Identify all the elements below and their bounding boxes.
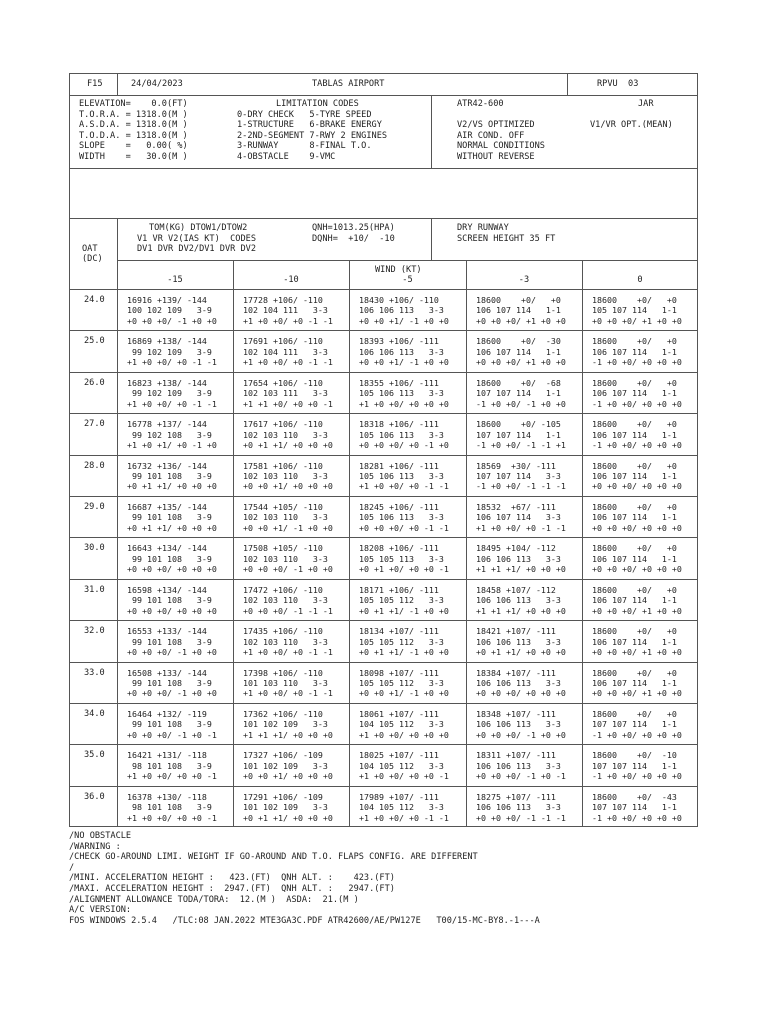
table-cell-line: +0 +0 +0/ +1 +0 +0 <box>476 315 566 326</box>
row-divider <box>69 455 698 456</box>
table-cell-line: 16378 +130/ -118 <box>127 791 207 802</box>
table-cell-line: 16421 +131/ -118 <box>127 750 207 761</box>
table-cell-line: -1 +0 +0/ -1 -1 +1 <box>476 440 566 450</box>
footer-line: A/C VERSION: <box>69 905 132 916</box>
table-cell-line: 106 106 113 3-3 <box>476 553 561 564</box>
table-cell-line: +1 +0 +0/ +0 -1 -1 <box>359 812 449 823</box>
table-cell-line: +1 +0 +0/ +0 -1 -1 <box>476 522 566 533</box>
table-cell-line: 18281 +106/ -111 <box>359 460 439 471</box>
table-cell-line: +0 +0 +0/ +1 +0 +0 <box>592 647 682 657</box>
limitation-code-line: 1-STRUCTURE 6-BRAKE ENERGY <box>237 120 382 130</box>
table-cell-line: 106 107 114 1-1 <box>592 346 677 357</box>
limitation-code-line: 0-DRY CHECK 5-TYRE SPEED <box>237 109 372 120</box>
table-cell-line: +0 +0 +0/ -1 +0 +0 <box>476 729 566 740</box>
table-cell-line: 106 107 114 3-3 <box>476 512 561 523</box>
wind-label: WIND (KT) <box>375 265 422 275</box>
table-cell-line: 17544 +105/ -110 <box>243 502 323 512</box>
table-cell-line: +0 +0 +0/ -1 +0 -1 <box>476 771 566 782</box>
legend-line: DV1 DVR DV2/DV1 DVR DV2 <box>137 244 256 254</box>
table-cell-line: +0 +0 +1/ +0 +0 +0 <box>243 771 333 782</box>
table-cell-line: +0 +0 +1/ -1 +0 +0 <box>359 357 449 368</box>
table-cell-line: 101 103 110 3-3 <box>243 678 328 688</box>
row-divider <box>69 537 698 538</box>
table-cell-line: +0 +0 +0/ +0 +0 +0 <box>592 522 682 533</box>
limitation-codes-title: LIMITATION CODES <box>276 99 359 109</box>
table-cell-line: 17472 +106/ -110 <box>243 584 323 595</box>
table-cell-line: 104 105 112 3-3 <box>359 802 444 813</box>
table-cell-line: +1 +0 +0/ +0 +0 +0 <box>359 729 449 740</box>
aircraft-type: ATR42-600 <box>457 99 504 109</box>
table-cell-line: +0 +0 +0/ +1 +0 +0 <box>476 357 566 368</box>
table-cell-line: +1 +0 +0/ +0 +0 -1 <box>127 771 217 782</box>
table-cell-line: 17398 +106/ -110 <box>243 667 323 678</box>
table-cell-line: 98 101 108 3-9 <box>127 760 212 771</box>
footer-line: /CHECK GO-AROUND LIMI. WEIGHT IF GO-AROUND AND T.O. FLAPS CONFIG. ARE DIFFERENT <box>69 852 478 863</box>
table-cell-line: -1 +0 +0/ -1 -1 -1 <box>476 481 566 492</box>
table-cell-line: 18600 +0/ -105 <box>476 419 561 430</box>
aircraft-reg: JAR <box>638 99 654 109</box>
table-cell-line: +0 +0 +0/ -1 +0 +0 <box>127 647 217 657</box>
row-divider <box>69 786 698 787</box>
table-cell-line: 16916 +139/ -144 <box>127 295 207 305</box>
table-cell-line: 98 101 108 3-9 <box>127 802 212 813</box>
table-cell-line: 107 107 114 1-1 <box>476 429 561 440</box>
table-cell-line: +0 +0 +0/ +1 +0 +0 <box>592 605 682 616</box>
table-cell-line: +0 +0 +0/ +0 +0 +0 <box>127 564 217 575</box>
runway-param-line: A.S.D.A. = 1318.0(M ) <box>79 120 188 130</box>
table-cell-line: 18495 +104/ -112 <box>476 543 556 554</box>
row-divider <box>69 703 698 704</box>
table-cell-line: -1 +0 +0/ -1 +0 +0 <box>476 398 566 409</box>
table-cell-line: 106 107 114 1-1 <box>592 388 677 399</box>
v1vr-option: V1/VR OPT.(MEAN) <box>590 120 673 130</box>
oat-value: 24.0 <box>84 295 105 305</box>
table-cell-line: -1 +0 +0/ +0 +0 +0 <box>592 812 682 823</box>
table-cell-line: 18600 +0/ +0 <box>592 377 677 388</box>
oat-value: 32.0 <box>84 626 105 637</box>
runway-param-line: SLOPE = 0.00( %) <box>79 141 188 151</box>
legend-line: V1 VR V2(IAS KT) CODES <box>137 233 256 244</box>
runway-condition: DRY RUNWAY <box>457 223 509 233</box>
table-cell-line: 104 105 112 3-3 <box>359 719 444 730</box>
table-cell-line: 18600 +0/ -30 <box>476 336 561 347</box>
table-cell-line: 106 107 114 1-1 <box>592 636 677 647</box>
table-cell-line: 16598 +134/ -144 <box>127 584 207 595</box>
runway-param-line: ELEVATION= 0.0(FT) <box>79 99 188 109</box>
table-cell-line: 106 106 113 3-3 <box>476 719 561 730</box>
table-cell-line: 106 107 114 1-1 <box>592 678 677 688</box>
wind-col-divider <box>582 260 583 827</box>
table-cell-line: 102 103 110 3-3 <box>243 595 328 606</box>
table-cell-line: +1 +1 +0/ +0 +0 -1 <box>243 398 333 409</box>
table-cell-line: +1 +1 +1/ +0 +0 +0 <box>476 564 566 575</box>
table-cell-line: +0 +1 +1/ +0 +0 +0 <box>243 812 333 823</box>
table-cell-line: 18025 +107/ -111 <box>359 750 439 761</box>
airport-name: TABLAS AIRPORT <box>312 79 385 89</box>
footer-line: /MINI. ACCELERATION HEIGHT : 423.(FT) QNH ALT. : 423.(FT) <box>69 873 395 884</box>
table-cell-line: 17617 +106/ -110 <box>243 419 323 430</box>
table-cell-line: 18600 +0/ +0 <box>592 667 677 678</box>
table-cell-line: +0 +0 +1/ -1 +0 +0 <box>243 522 333 533</box>
table-cell-line: 18600 +0/ +0 <box>592 502 677 512</box>
table-cell-line: +0 +0 +0/ +0 +0 +0 <box>592 564 682 575</box>
table-cell-line: 105 107 114 1-1 <box>592 305 677 316</box>
table-cell-line: 17508 +105/ -110 <box>243 543 323 554</box>
table-cell-line: 17362 +106/ -110 <box>243 709 323 719</box>
table-cell-line: 18430 +106/ -110 <box>359 295 439 305</box>
table-cell-line: 16464 +132/ -119 <box>127 709 207 719</box>
table-cell-line: +0 +1 +1/ +0 +0 +0 <box>243 440 333 450</box>
oat-value: 31.0 <box>84 584 105 595</box>
info-col-divider <box>431 95 432 168</box>
table-cell-line: +0 +1 +1/ +0 +0 +0 <box>127 522 217 533</box>
wind-column-label: -5 <box>402 275 413 285</box>
table-cell-line: 99 101 108 3-9 <box>127 719 212 730</box>
table-cell-line: +0 +0 +0/ +0 -1 -1 <box>359 522 449 533</box>
table-cell-line: +1 +0 +0/ +0 -1 -1 <box>243 357 333 368</box>
footer-line: FOS WINDOWS 2.5.4 /TLC:08 JAN.2022 MTE3GA3C.PDF ATR42600/AE/PW127E T00/15-MC-BY8.-1---A <box>69 915 540 926</box>
oat-value: 26.0 <box>84 377 105 388</box>
table-cell-line: +0 +0 +0/ -1 +0 +0 <box>127 315 217 326</box>
table-cell-line: +0 +0 +0/ +0 +0 +0 <box>127 605 217 616</box>
table-cell-line: +1 +1 +1/ +0 +0 +0 <box>243 729 333 740</box>
table-cell-line: 17728 +106/ -110 <box>243 295 323 305</box>
table-cell-line: 107 107 114 1-1 <box>592 719 677 730</box>
table-cell-line: 18245 +106/ -111 <box>359 502 439 512</box>
table-cell-line: 18275 +107/ -111 <box>476 791 556 802</box>
footer-line: /NO OBSTACLE <box>69 831 132 841</box>
table-cell-line: 106 107 114 1-1 <box>592 471 677 481</box>
footer-line: /ALIGNMENT ALLOWANCE TODA/TORA: 12.(M ) ASDA: 21.(M ) <box>69 894 359 905</box>
row-divider <box>69 496 698 497</box>
table-cell-line: 107 107 114 1-1 <box>592 760 677 771</box>
table-cell-line: +0 +0 +1/ -1 +0 +0 <box>359 315 449 326</box>
table-cell-line: +1 +0 +0/ +0 +0 +0 <box>359 398 449 409</box>
table-cell-line: 18208 +106/ -111 <box>359 543 439 554</box>
table-cell-line: 17435 +106/ -110 <box>243 626 323 637</box>
table-cell-line: 17989 +107/ -111 <box>359 791 439 802</box>
table-cell-line: 106 106 113 3-3 <box>476 636 561 647</box>
table-cell-line: 106 107 114 1-1 <box>592 595 677 606</box>
table-cell-line: 102 103 110 3-3 <box>243 471 328 481</box>
table-cell-line: 105 106 113 3-3 <box>359 471 444 481</box>
limitation-code-line: 4-OBSTACLE 9-VMC <box>237 151 336 162</box>
chart-code: F15 <box>87 79 103 89</box>
table-cell-line: +0 +1 +1/ -1 +0 +0 <box>359 647 449 657</box>
table-cell-line: 18600 +0/ +0 <box>592 460 677 471</box>
table-cell-line: 17654 +106/ -110 <box>243 377 323 388</box>
table-cell-line: +1 +0 +0/ +0 -1 -1 <box>243 647 333 657</box>
table-cell-line: 101 102 109 3-3 <box>243 760 328 771</box>
table-cell-line: -1 +0 +0/ +0 +0 +0 <box>592 357 682 368</box>
table-cell-line: 99 101 108 3-9 <box>127 636 212 647</box>
oat-value: 36.0 <box>84 791 105 802</box>
aircraft-condition-line: V2/VS OPTIMIZED <box>457 120 535 130</box>
table-cell-line: 105 105 112 3-3 <box>359 636 444 647</box>
oat-value: 34.0 <box>84 709 105 719</box>
table-cell-line: +0 +0 +0/ -1 -1 -1 <box>243 605 333 616</box>
table-cell-line: +0 +0 +0/ -1 +0 +0 <box>243 564 333 575</box>
table-cell-line: +1 +1 +1/ +0 +0 +0 <box>476 605 566 616</box>
table-cell-line: 106 106 113 3-3 <box>476 678 561 688</box>
table-cell-line: 17327 +106/ -109 <box>243 750 323 761</box>
table-cell-line: 17291 +106/ -109 <box>243 791 323 802</box>
aircraft-condition-line: WITHOUT REVERSE <box>457 151 535 162</box>
table-cell-line: 106 106 113 3-3 <box>359 346 444 357</box>
table-cell-line: 18318 +106/ -111 <box>359 419 439 430</box>
table-cell-line: 102 104 111 3-3 <box>243 305 328 316</box>
oat-value: 27.0 <box>84 419 105 430</box>
row-divider <box>69 744 698 745</box>
table-cell-line: 99 101 108 3-9 <box>127 595 212 606</box>
table-cell-line: 16508 +133/ -144 <box>127 667 207 678</box>
table-cell-line: 18421 +107/ -111 <box>476 626 556 637</box>
row-divider <box>69 330 698 331</box>
limitation-code-line: 2-2ND-SEGMENT 7-RWY 2 ENGINES <box>237 130 388 141</box>
table-cell-line: +1 +0 +0/ +0 +0 -1 <box>127 812 217 823</box>
table-cell-line: 105 105 112 3-3 <box>359 595 444 606</box>
screen-height: SCREEN HEIGHT 35 FT <box>457 234 556 244</box>
row-divider <box>69 372 698 373</box>
footer-line: / <box>69 862 75 873</box>
oat-value: 30.0 <box>84 543 105 554</box>
table-cell-line: 105 106 113 3-3 <box>359 388 444 399</box>
table-cell-line: +0 +0 +1/ +0 +0 +0 <box>243 481 333 492</box>
table-cell-line: 16778 +137/ -144 <box>127 419 207 430</box>
table-cell-line: 17581 +106/ -110 <box>243 460 323 471</box>
wind-column-label: -10 <box>283 275 299 285</box>
table-cell-line: 16869 +138/ -144 <box>127 336 207 347</box>
wind-header-top <box>117 260 698 261</box>
aircraft-condition-line: NORMAL CONDITIONS <box>457 141 545 151</box>
oat-value: 25.0 <box>84 336 105 347</box>
oat-value: 28.0 <box>84 460 105 471</box>
legend-col-divider <box>431 218 432 260</box>
row-divider <box>69 413 698 414</box>
header-divider <box>69 95 698 96</box>
table-cell-line: +1 +0 +0/ +0 -1 -1 <box>127 398 217 409</box>
table-cell-line: +1 +0 +0/ +0 -1 -1 <box>127 357 217 368</box>
table-cell-line: 106 106 113 3-3 <box>359 305 444 316</box>
table-cell-line: 106 106 113 3-3 <box>476 595 561 606</box>
table-cell-line: 106 107 114 1-1 <box>476 346 561 357</box>
table-cell-line: 18600 +0/ +0 <box>592 709 677 719</box>
oat-value: 35.0 <box>84 750 105 761</box>
table-cell-line: 101 102 109 3-3 <box>243 719 328 730</box>
table-cell-line: 101 102 109 3-3 <box>243 802 328 813</box>
table-cell-line: 104 105 112 3-3 <box>359 760 444 771</box>
wind-column-label: -3 <box>518 275 530 285</box>
table-cell-line: -1 +0 +0/ +0 +0 +0 <box>592 398 682 409</box>
table-cell-line: +0 +0 +0/ -1 +0 -1 <box>127 729 217 740</box>
oat-value: 29.0 <box>84 502 105 512</box>
table-cell-line: 18600 +0/ +0 <box>592 626 677 637</box>
table-cell-line: -1 +0 +0/ +0 +0 +0 <box>592 729 682 740</box>
table-cell-line: 106 107 114 1-1 <box>592 429 677 440</box>
table-cell-line: +0 +0 +0/ -1 -1 -1 <box>476 812 566 823</box>
oat-label: OAT (DC) <box>82 244 103 264</box>
qnh-value: QNH=1013.25(HPA) <box>312 223 395 233</box>
table-cell-line: 18569 +30/ -111 <box>476 460 556 471</box>
table-cell-line: 18600 +0/ +0 <box>592 419 677 430</box>
blank-divider <box>69 218 698 219</box>
table-cell-line: -1 +0 +0/ +0 +0 +0 <box>592 440 682 450</box>
table-cell-line: 106 106 113 3-3 <box>476 802 561 813</box>
wind-col-divider <box>233 260 234 827</box>
row-divider <box>69 620 698 621</box>
wind-col-divider <box>349 260 350 827</box>
table-cell-line: +1 +0 +0/ +0 -1 -1 <box>359 481 449 492</box>
table-cell-line: 18134 +107/ -111 <box>359 626 439 637</box>
table-cell-line: 99 101 108 3-9 <box>127 678 212 688</box>
table-cell-line: +0 +0 +0/ +1 +0 +0 <box>592 688 682 699</box>
table-cell-line: 99 102 108 3-9 <box>127 429 212 440</box>
table-cell-line: 16687 +135/ -144 <box>127 502 207 512</box>
table-cell-line: +0 +0 +1/ -1 +0 +0 <box>359 688 449 699</box>
table-cell-line: 100 102 109 3-9 <box>127 305 212 316</box>
table-cell-line: 18393 +106/ -111 <box>359 336 439 347</box>
table-cell-line: 18061 +107/ -111 <box>359 709 439 719</box>
oat-value: 33.0 <box>84 667 105 678</box>
table-cell-line: 106 107 114 1-1 <box>476 305 561 316</box>
runway-param-line: WIDTH = 30.0(M ) <box>79 151 188 162</box>
table-header-bottom <box>69 289 698 290</box>
table-cell-line: +0 +0 +0/ +0 +0 +0 <box>476 688 566 699</box>
table-cell-line: +0 +1 +1/ +0 +0 +0 <box>476 647 566 657</box>
table-cell-line: 18311 +107/ -111 <box>476 750 556 761</box>
table-cell-line: 18532 +67/ -111 <box>476 502 556 512</box>
table-cell-line: 16643 +134/ -144 <box>127 543 207 554</box>
table-cell-line: 106 107 114 1-1 <box>592 553 677 564</box>
header-col-divider <box>567 73 568 95</box>
table-cell-line: 16823 +138/ -144 <box>127 377 207 388</box>
table-cell-line: 16732 +136/ -144 <box>127 460 207 471</box>
table-cell-line: +1 +0 +0/ +0 +0 -1 <box>359 771 449 782</box>
table-cell-line: 102 103 110 3-3 <box>243 636 328 647</box>
table-cell-line: 99 102 109 3-9 <box>127 388 212 399</box>
table-cell-line: 18600 +0/ +0 <box>592 295 677 305</box>
table-cell-line: 105 106 113 3-3 <box>359 429 444 440</box>
table-cell-line: +1 +0 +1/ +0 -1 +0 <box>127 440 217 450</box>
table-cell-line: +0 +0 +0/ +0 +0 +0 <box>592 481 682 492</box>
limitation-code-line: 3-RUNWAY 8-FINAL T.O. <box>237 141 372 151</box>
table-cell-line: 102 103 110 3-3 <box>243 429 328 440</box>
table-cell-line: +0 +0 +0/ +0 -1 +0 <box>359 440 449 450</box>
table-cell-line: 107 107 114 3-3 <box>476 471 561 481</box>
table-cell-line: 107 107 114 1-1 <box>476 388 561 399</box>
table-cell-line: 99 101 108 3-9 <box>127 553 212 564</box>
table-cell-line: 18600 +0/ -68 <box>476 377 561 388</box>
table-cell-line: -1 +0 +0/ +0 +0 +0 <box>592 771 682 782</box>
table-cell-line: 18600 +0/ -10 <box>592 750 677 761</box>
header-col-divider <box>117 73 118 95</box>
table-cell-line: +1 +0 +0/ +0 -1 -1 <box>243 688 333 699</box>
table-cell-line: 99 101 108 3-9 <box>127 471 212 481</box>
table-cell-line: 99 101 108 3-9 <box>127 512 212 523</box>
oat-col-divider <box>117 218 118 827</box>
footer-line: /WARNING : <box>69 841 121 852</box>
table-cell-line: 106 106 113 3-3 <box>476 760 561 771</box>
table-cell-line: 18348 +107/ -111 <box>476 709 556 719</box>
table-cell-line: 102 103 110 3-3 <box>243 512 328 523</box>
table-cell-line: +0 +0 +0/ +1 +0 +0 <box>592 315 682 326</box>
table-cell-line: 107 107 114 1-1 <box>592 802 677 813</box>
row-divider <box>69 662 698 663</box>
chart-date: 24/04/2023 <box>131 79 183 89</box>
runway-param-line: T.O.D.A. = 1318.0(M ) <box>79 130 188 141</box>
table-cell-line: +0 +1 +1/ +0 +0 +0 <box>127 481 217 492</box>
footer-line: /MAXI. ACCELERATION HEIGHT : 2947.(FT) QNH ALT. : 2947.(FT) <box>69 884 395 894</box>
dqnh-value: DQNH= +10/ -10 <box>312 234 395 244</box>
table-cell-line: +0 +1 +1/ -1 +0 +0 <box>359 605 449 616</box>
table-cell-line: 17691 +106/ -110 <box>243 336 323 347</box>
runway-id: RPVU 03 <box>597 79 639 89</box>
wind-column-label: -15 <box>167 275 183 285</box>
table-cell-line: 18600 +0/ -43 <box>592 791 677 802</box>
table-cell-line: 99 102 109 3-9 <box>127 346 212 357</box>
table-cell-line: 106 107 114 1-1 <box>592 512 677 523</box>
table-cell-line: 18600 +0/ +0 <box>592 543 677 554</box>
table-cell-line: 102 103 111 3-3 <box>243 388 328 399</box>
runway-param-line: T.O.R.A. = 1318.0(M ) <box>79 109 188 120</box>
table-cell-line: 18355 +106/ -111 <box>359 377 439 388</box>
table-cell-line: 102 103 110 3-3 <box>243 553 328 564</box>
table-cell-line: +0 +1 +0/ +0 +0 -1 <box>359 564 449 575</box>
table-cell-line: 18098 +107/ -111 <box>359 667 439 678</box>
table-cell-line: 18384 +107/ -111 <box>476 667 556 678</box>
table-cell-line: 18600 +0/ +0 <box>476 295 561 305</box>
table-cell-line: 102 104 111 3-3 <box>243 346 328 357</box>
row-divider <box>69 579 698 580</box>
table-cell-line: 105 105 113 3-3 <box>359 553 444 564</box>
table-cell-line: 16553 +133/ -144 <box>127 626 207 637</box>
info-divider <box>69 168 698 169</box>
table-cell-line: 18600 +0/ +0 <box>592 584 677 595</box>
table-cell-line: 18171 +106/ -111 <box>359 584 439 595</box>
legend-line: TOM(KG) DTOW1/DTOW2 <box>149 223 248 233</box>
aircraft-condition-line: AIR COND. OFF <box>457 130 525 141</box>
table-cell-line: 105 106 113 3-3 <box>359 512 444 523</box>
table-cell-line: 105 105 112 3-3 <box>359 678 444 688</box>
table-cell-line: +0 +0 +0/ -1 +0 +0 <box>127 688 217 699</box>
table-cell-line: 18600 +0/ +0 <box>592 336 677 347</box>
table-cell-line: 18458 +107/ -112 <box>476 584 556 595</box>
wind-column-label: 0 <box>637 275 643 285</box>
table-cell-line: +1 +0 +0/ +0 -1 -1 <box>243 315 333 326</box>
wind-col-divider <box>466 260 467 827</box>
